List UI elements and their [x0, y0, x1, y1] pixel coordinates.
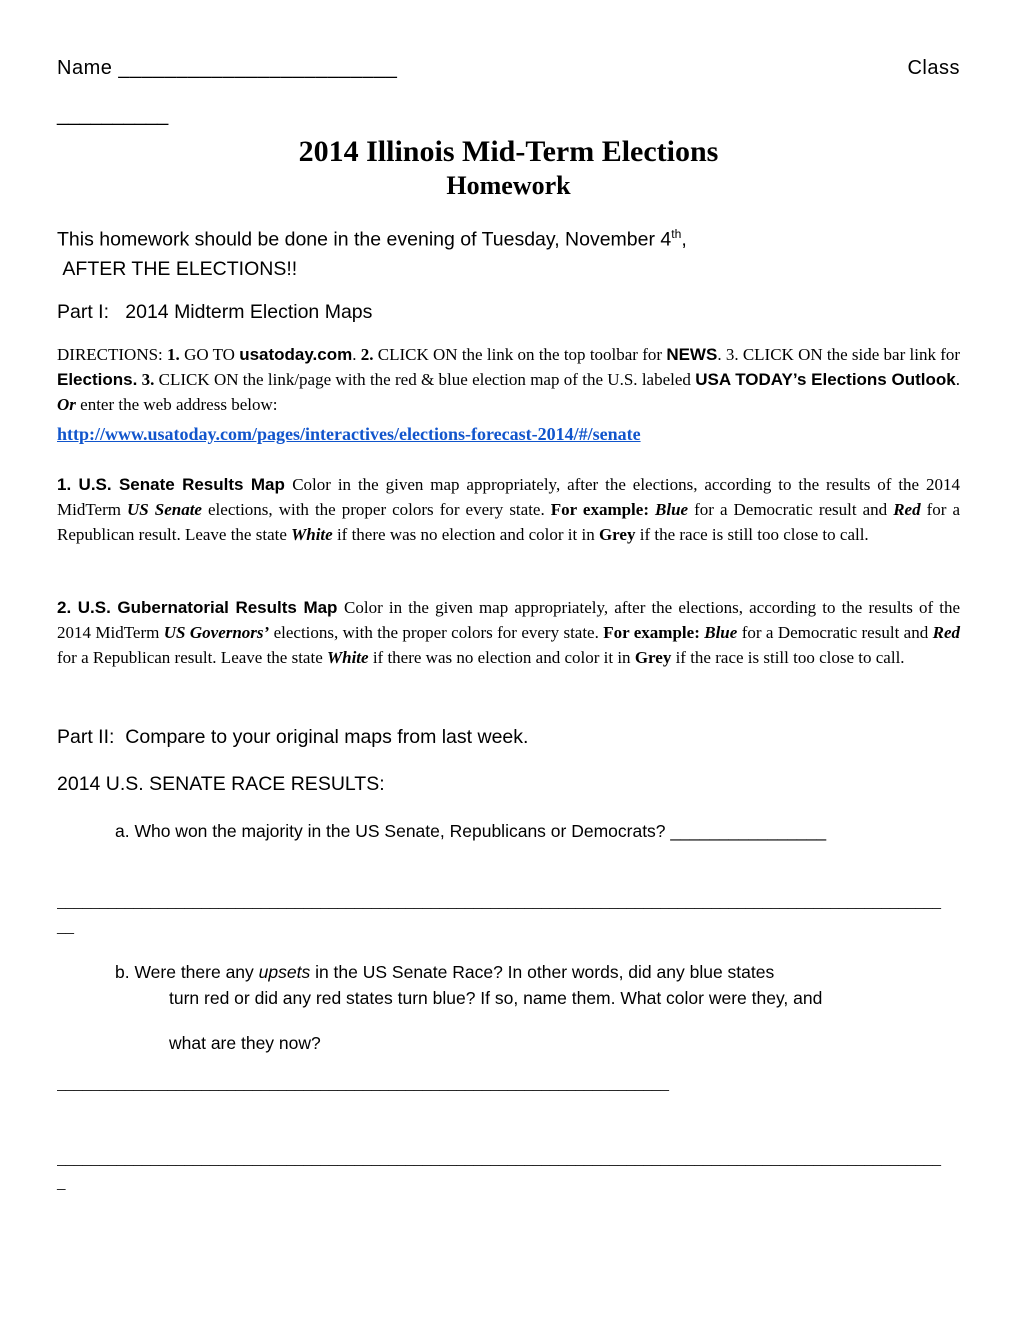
question-b-line-1: b. Were there any upsets in the US Senate Race? In other words, did any blue states [115, 962, 775, 983]
question-a: a. Who won the majority in the US Senate, Republicans or Democrats? ________________ [115, 820, 827, 841]
class-field-label: Class [907, 57, 960, 79]
usatoday-link[interactable]: http://www.usatoday.com/pages/interactives/elections-forecast-2014/#/senate [57, 424, 641, 445]
answer-blank-line-1-cont: __ [57, 916, 74, 936]
class-blank-line: __________ [57, 104, 169, 126]
question-b [57, 959, 960, 1056]
link-row [57, 424, 960, 473]
answer-blank-line-2: ________________________________________________________________________ [57, 1073, 669, 1093]
document-title: 2014 Illinois Mid-Term Elections [298, 135, 719, 168]
intro-line-1: This homework should be done in the evening of Tuesday, November 4th, [57, 227, 687, 251]
name-class-row [57, 57, 960, 80]
part2-heading: Part II: Compare to your original maps from last week. [57, 726, 529, 749]
intro-line-2: AFTER THE ELECTIONS!! [57, 257, 298, 280]
answer-blank-line-3-cont: _ [57, 1173, 66, 1193]
intro-paragraph [57, 225, 960, 284]
part1-heading: Part I: 2014 Midterm Election Maps [57, 301, 373, 323]
answer-blank-line-1: ________________________________________________________________________________________________________ [57, 891, 941, 911]
governor-map-instructions: 2. U.S. Gubernatorial Results Map Color in the given map appropriately, after the elections, according to the results of the 2014 MidTerm US Governors’ elections, with the proper colors for every state. For example: Blue for a Democratic result and Red for a Republican result. Leave the state White if there was no election and color it in Grey if the race is still too close to call. [57, 598, 965, 668]
document-subtitle: Homework [446, 171, 571, 200]
directions-paragraph: DIRECTIONS: 1. GO TO usatoday.com. 2. CLICK ON the link on the top toolbar for NEWS. 3. CLICK ON the side bar link for Elections. 3. CLICK ON the link/page with the red & blue election map of the U.S. labeled USA TODAY’s Elections Outlook. Or enter the web address below: [57, 345, 969, 415]
question-b-line-2: turn red or did any red states turn blue? If so, name them. What color were they, and [169, 988, 823, 1009]
name-field-label: Name ________________________ [57, 57, 398, 79]
senate-results-heading: 2014 U.S. SENATE RACE RESULTS: [57, 773, 385, 796]
senate-map-instructions: 1. U.S. Senate Results Map Color in the given map appropriately, after the elections, according to the results of the 2014 MidTerm US Senate elections, with the proper colors for every state. For example: Blue for a Democratic result and Red for a Republican result. Leave the state White if there was no election and color it in Grey if the race is still too close to call. [57, 475, 965, 545]
answer-blank-line-3: ________________________________________________________________________________________________________ [57, 1148, 941, 1168]
question-b-line-3: what are they now? [169, 1032, 321, 1053]
